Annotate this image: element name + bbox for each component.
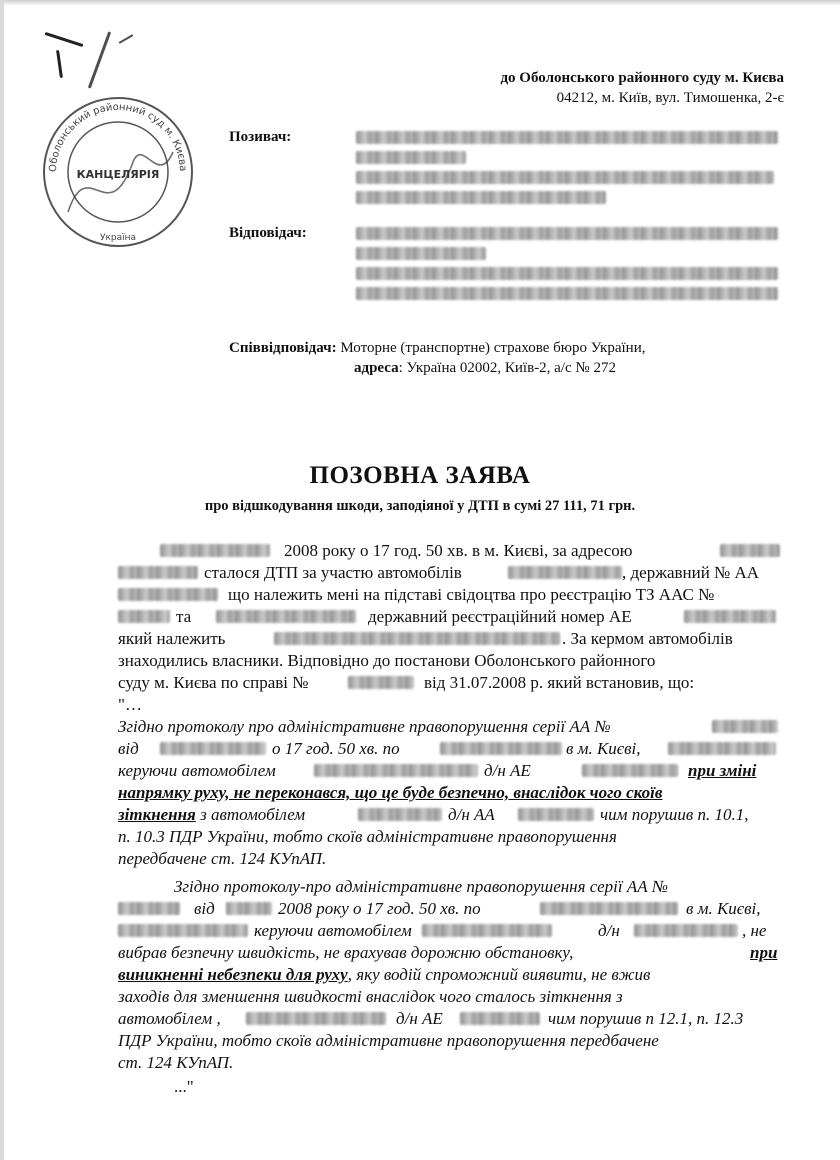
redacted-text [274,632,560,645]
quote-emphasis: напрямку руху, не переконався, що це буде безпечно, внаслідок чого скоїв [118,783,663,802]
body-line: який належить [118,629,226,648]
quote-line: керуючи автомобілем [254,921,412,940]
quote-line: д/н АЕ [396,1009,443,1028]
stamp-word-upper: КАНЦЕЛЯРІЯ [76,168,160,181]
plaintiff-label: Позивач: [229,129,292,145]
quote-line: вибрав безпечну швидкість, не врахував дорожню обстановку, [118,943,574,962]
quote-line [118,804,305,826]
quote-emphasis: зіткнення [118,805,196,824]
redacted-text [508,566,622,579]
quote-open: "… [118,695,142,714]
redacted-text [460,1012,540,1025]
redacted-text [356,247,486,260]
quote-line: передбачене ст. 124 КУпАП. [118,849,327,868]
quote-line: , не [742,921,767,940]
quote-line: автомобілем , [118,1009,221,1028]
redacted-text [118,566,198,579]
document-subtitle: про відшкодування шкоди, заподіяної у ДТП в сумі 27 111, 71 грн. [204,498,636,514]
redacted-text [356,171,774,184]
redacted-text [518,808,594,821]
stamp-ring-text: Оболонський районний суд м. Києва [47,101,189,173]
quote-line: від [194,899,215,918]
court-name: до Оболонського районного суду м. Києва [500,70,784,86]
quote-emphasis: виникненні небезпеки для руху [118,965,348,984]
quote-close: ..." [174,1077,194,1096]
court-stamp [38,92,198,252]
redacted-text [356,151,466,164]
redacted-text [118,610,170,623]
quote-line: п. 10.3 ПДР України, тобто скоїв адміністративне правопорушення [118,827,617,846]
redacted-text [246,1012,386,1025]
redacted-text [348,676,414,689]
quote-line: д/н АА [448,805,495,824]
quote-line: д/н АЕ [484,761,531,780]
redacted-text [356,131,778,144]
body-line: суду м. Києва по справі № [118,673,309,692]
redacted-text [422,924,552,937]
quote-line: Згідно протоколу-про адміністративне правопорушення серії АА № [174,877,668,896]
scan-edge-left [0,0,4,1160]
redacted-text [356,191,606,204]
quote-line: о 17 год. 50 хв. по [272,739,400,758]
stamp-word-lower: Україна [99,233,137,243]
body-line: сталося ДТП за участю автомобілів [204,563,462,582]
redacted-text [540,902,678,915]
handwritten-mark [45,32,84,47]
quote-line [118,964,650,986]
quote-emphasis: при зміні [688,761,757,780]
quote-line: Згідно протоколу про адміністративне правопорушення серії АА № [118,717,611,736]
quote-line: ст. 124 КУпАП. [118,1053,234,1072]
redacted-text [582,764,678,777]
body-line: державний реєстраційний номер АЕ [368,607,632,626]
quote-line: в м. Києві, [566,739,641,758]
redacted-text [720,544,780,557]
handwritten-mark [119,34,134,44]
body-line: . За кермом автомобілів [562,629,733,648]
redacted-text [160,544,270,557]
codefendant-label: Співвідповідач: [229,340,337,356]
redacted-text [684,610,776,623]
body-line: 2008 року о 17 год. 50 хв. в м. Києві, за адресою [284,541,633,560]
redacted-text [118,924,248,937]
codefendant-name: Моторне (транспортне) страхове бюро України, [336,340,646,356]
redacted-text [118,588,218,601]
redacted-text [160,742,266,755]
quote-line: д/н [598,921,620,940]
quote-line: 2008 року о 17 год. 50 хв. по [278,899,481,918]
codefendant-row [229,340,645,357]
redacted-text [668,742,776,755]
redacted-text [356,287,778,300]
defendant-label: Відповідач: [229,225,307,241]
body-line: що належить мені на підставі свідоцтва про реєстрацію ТЗ ААС № [228,585,715,604]
codefendant-address-row [354,360,616,377]
body-line: та [176,607,192,626]
body-line: , державний № АА [622,563,760,582]
body-line: знаходились власники. Відповідно до постанови Оболонського районного [118,651,656,670]
quote-text: з автомобілем [195,805,306,824]
redacted-text [226,902,272,915]
redacted-text [356,267,778,280]
quote-line: чим порушив п. 10.1, [600,805,749,824]
quote-line: заходів для зменшення швидкості внаслідок чого сталось зіткнення з [118,987,623,1006]
scan-edge-top [0,0,840,6]
quote-emphasis: при [750,943,778,962]
redacted-text [356,227,778,240]
quote-text: , яку водій спроможний виявити, не вжив [347,965,651,984]
handwritten-mark [56,50,63,78]
redacted-text [118,902,180,915]
quote-line: ПДР України, тобто скоїв адміністративне правопорушення передбачене [118,1031,659,1050]
court-address: 04212, м. Київ, вул. Тимошенка, 2-є [556,90,784,106]
document-title: ПОЗОВНА ЗАЯВА [309,462,531,489]
body-line: від 31.07.2008 р. який встановив, що: [424,673,695,692]
quote-line: керуючи автомобілем [118,761,276,780]
codefendant-address-label: адреса [354,360,399,376]
quote-line: від [118,739,139,758]
codefendant-address: : Україна 02002, Київ-2, а/с № 272 [398,360,616,376]
redacted-text [314,764,478,777]
redacted-text [358,808,442,821]
redacted-text [216,610,356,623]
redacted-text [634,924,738,937]
quote-line: в м. Києві, [686,899,761,918]
redacted-text [440,742,562,755]
handwritten-mark [88,31,111,88]
redacted-text [712,720,778,733]
quote-line: чим порушив п 12.1, п. 12.3 [548,1009,744,1028]
